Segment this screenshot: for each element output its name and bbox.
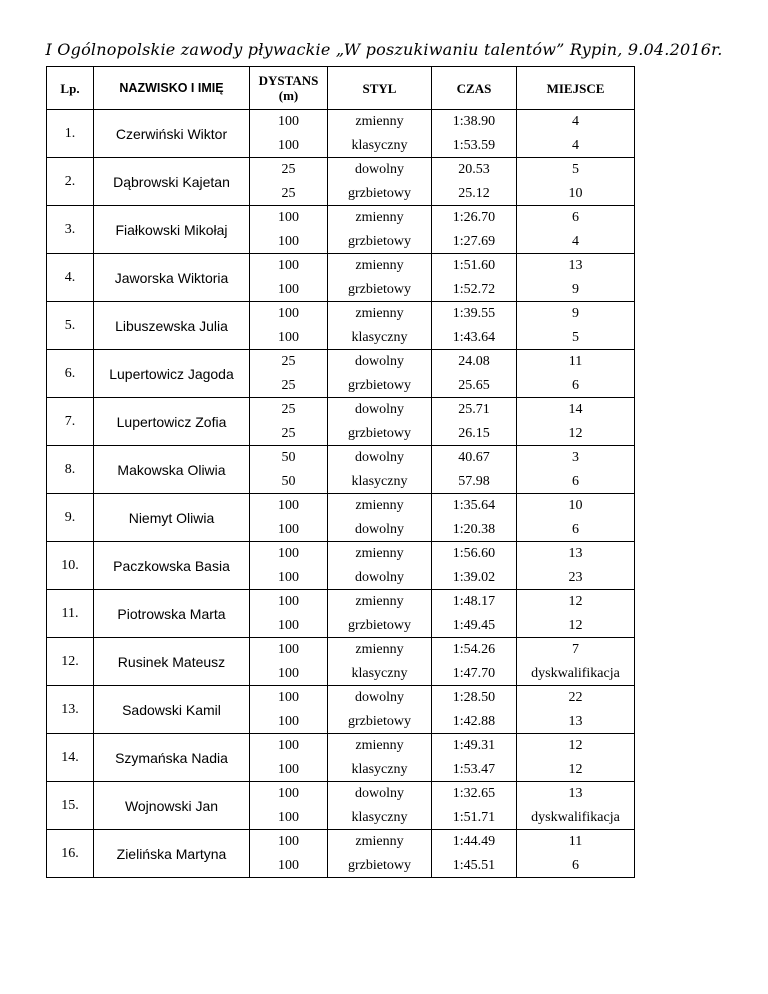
cell-czas-value: 1:28.50 bbox=[452, 690, 496, 705]
cell-name: Dąbrowski Kajetan bbox=[94, 158, 250, 206]
cell-czas-value: 1:56.60 bbox=[452, 546, 496, 561]
cell-dystans-value: 25 bbox=[281, 162, 296, 177]
cell-styl-value: dowolny bbox=[355, 521, 404, 537]
cell-lp: 1. bbox=[47, 110, 94, 158]
table-row bbox=[47, 686, 635, 734]
cell-czas bbox=[432, 542, 517, 590]
cell-czas bbox=[432, 446, 517, 494]
cell-czas-value: 40.67 bbox=[458, 450, 490, 465]
cell-styl-value: grzbietowy bbox=[348, 377, 411, 393]
table-row bbox=[47, 302, 635, 350]
cell-miejsce-value: dyskwalifikacja bbox=[531, 665, 620, 681]
cell-dystans-value: 25 bbox=[281, 402, 296, 417]
cell-dystans-value: 100 bbox=[278, 521, 299, 537]
cell-dystans bbox=[250, 638, 328, 686]
cell-styl-value: zmienny bbox=[355, 498, 404, 513]
cell-miejsce-value: 4 bbox=[572, 233, 579, 249]
cell-miejsce bbox=[517, 686, 635, 734]
header-miejsce: MIEJSCE bbox=[517, 67, 635, 110]
cell-miejsce bbox=[517, 110, 635, 158]
cell-miejsce bbox=[517, 302, 635, 350]
cell-czas-value: 1:49.45 bbox=[452, 617, 496, 633]
page-title: I Ogólnopolskie zawody pływackie „W poszukiwaniu talentów” Rypin, 9.04.2016r. bbox=[45, 40, 723, 59]
table-row bbox=[47, 206, 635, 254]
cell-czas-value: 1:44.49 bbox=[452, 834, 496, 849]
cell-miejsce bbox=[517, 830, 635, 878]
cell-dystans-value: 100 bbox=[278, 834, 299, 849]
cell-lp: 7. bbox=[47, 398, 94, 446]
cell-name: Lupertowicz Zofia bbox=[94, 398, 250, 446]
cell-styl bbox=[328, 542, 432, 590]
cell-czas-value: 1:53.47 bbox=[452, 761, 496, 777]
cell-miejsce-value: 22 bbox=[568, 690, 583, 705]
cell-czas-value: 1:52.72 bbox=[452, 281, 496, 297]
cell-dystans-value: 100 bbox=[278, 761, 299, 777]
cell-czas bbox=[432, 830, 517, 878]
cell-miejsce bbox=[517, 638, 635, 686]
cell-lp: 14. bbox=[47, 734, 94, 782]
cell-styl-value: klasyczny bbox=[351, 809, 408, 825]
cell-miejsce bbox=[517, 446, 635, 494]
cell-lp: 4. bbox=[47, 254, 94, 302]
cell-dystans-value: 100 bbox=[278, 137, 299, 153]
cell-styl bbox=[328, 734, 432, 782]
cell-dystans bbox=[250, 158, 328, 206]
cell-dystans-value: 100 bbox=[278, 690, 299, 705]
cell-czas bbox=[432, 590, 517, 638]
cell-lp: 9. bbox=[47, 494, 94, 542]
cell-miejsce-value: 3 bbox=[572, 450, 579, 465]
cell-czas-value: 25.65 bbox=[458, 377, 490, 393]
cell-czas-value: 1:43.64 bbox=[452, 329, 496, 345]
cell-styl bbox=[328, 494, 432, 542]
cell-dystans-value: 100 bbox=[278, 281, 299, 297]
cell-styl-value: dowolny bbox=[355, 690, 404, 705]
cell-czas-value: 1:27.69 bbox=[452, 233, 496, 249]
cell-miejsce-value: 10 bbox=[568, 498, 583, 513]
cell-miejsce-value: 14 bbox=[568, 402, 583, 417]
table-row bbox=[47, 494, 635, 542]
cell-dystans-value: 100 bbox=[278, 642, 299, 657]
cell-dystans-value: 25 bbox=[281, 185, 296, 201]
cell-dystans bbox=[250, 542, 328, 590]
cell-miejsce-value: 12 bbox=[568, 425, 583, 441]
header-dystans: DYSTANS (m) bbox=[250, 67, 328, 110]
cell-miejsce bbox=[517, 206, 635, 254]
cell-dystans-value: 100 bbox=[278, 713, 299, 729]
cell-styl-value: grzbietowy bbox=[348, 425, 411, 441]
cell-miejsce-value: 9 bbox=[572, 281, 579, 297]
cell-miejsce-value: 11 bbox=[568, 834, 583, 849]
table-row bbox=[47, 110, 635, 158]
cell-dystans bbox=[250, 734, 328, 782]
cell-name: Paczkowska Basia bbox=[94, 542, 250, 590]
cell-dystans bbox=[250, 350, 328, 398]
cell-styl bbox=[328, 350, 432, 398]
table-row bbox=[47, 638, 635, 686]
cell-name: Lupertowicz Jagoda bbox=[94, 350, 250, 398]
cell-dystans-value: 100 bbox=[278, 233, 299, 249]
cell-styl bbox=[328, 302, 432, 350]
table-row bbox=[47, 782, 635, 830]
table-row bbox=[47, 590, 635, 638]
cell-lp: 3. bbox=[47, 206, 94, 254]
cell-dystans-value: 50 bbox=[281, 473, 296, 489]
results-table bbox=[46, 66, 635, 878]
cell-czas bbox=[432, 254, 517, 302]
cell-dystans bbox=[250, 686, 328, 734]
cell-name: Sadowski Kamil bbox=[94, 686, 250, 734]
header-styl: STYL bbox=[328, 67, 432, 110]
cell-miejsce bbox=[517, 734, 635, 782]
table-row bbox=[47, 542, 635, 590]
cell-lp: 6. bbox=[47, 350, 94, 398]
cell-miejsce bbox=[517, 590, 635, 638]
cell-styl-value: zmienny bbox=[355, 594, 404, 609]
cell-styl bbox=[328, 110, 432, 158]
cell-lp: 8. bbox=[47, 446, 94, 494]
cell-styl bbox=[328, 686, 432, 734]
cell-styl bbox=[328, 446, 432, 494]
cell-miejsce bbox=[517, 350, 635, 398]
cell-dystans-value: 100 bbox=[278, 738, 299, 753]
cell-lp: 5. bbox=[47, 302, 94, 350]
cell-miejsce bbox=[517, 158, 635, 206]
cell-czas-value: 24.08 bbox=[458, 354, 490, 369]
cell-styl bbox=[328, 782, 432, 830]
cell-dystans-value: 100 bbox=[278, 498, 299, 513]
header-name: NAZWISKO I IMIĘ bbox=[94, 67, 250, 110]
cell-miejsce-value: 11 bbox=[568, 354, 583, 369]
cell-dystans bbox=[250, 254, 328, 302]
cell-name: Szymańska Nadia bbox=[94, 734, 250, 782]
cell-miejsce bbox=[517, 398, 635, 446]
cell-styl-value: zmienny bbox=[355, 642, 404, 657]
cell-miejsce-value: 6 bbox=[572, 210, 579, 225]
cell-styl bbox=[328, 830, 432, 878]
cell-miejsce bbox=[517, 542, 635, 590]
table-row bbox=[47, 158, 635, 206]
cell-name: Fiałkowski Mikołaj bbox=[94, 206, 250, 254]
cell-czas-value: 1:45.51 bbox=[452, 857, 496, 873]
cell-miejsce-value: 13 bbox=[568, 258, 583, 273]
cell-czas-value: 1:38.90 bbox=[452, 114, 496, 129]
cell-dystans-value: 25 bbox=[281, 354, 296, 369]
cell-styl-value: zmienny bbox=[355, 834, 404, 849]
cell-miejsce-value: dyskwalifikacja bbox=[531, 809, 620, 825]
cell-dystans bbox=[250, 398, 328, 446]
cell-czas bbox=[432, 158, 517, 206]
cell-dystans-value: 100 bbox=[278, 329, 299, 345]
cell-czas bbox=[432, 302, 517, 350]
cell-name: Rusinek Mateusz bbox=[94, 638, 250, 686]
cell-dystans-value: 100 bbox=[278, 569, 299, 585]
cell-czas bbox=[432, 638, 517, 686]
cell-dystans bbox=[250, 590, 328, 638]
cell-styl-value: klasyczny bbox=[351, 665, 408, 681]
cell-styl-value: klasyczny bbox=[351, 761, 408, 777]
cell-dystans bbox=[250, 206, 328, 254]
table-row bbox=[47, 446, 635, 494]
cell-miejsce-value: 4 bbox=[572, 114, 579, 129]
cell-dystans-value: 25 bbox=[281, 425, 296, 441]
cell-styl-value: grzbietowy bbox=[348, 617, 411, 633]
cell-miejsce-value: 5 bbox=[572, 329, 579, 345]
cell-czas-value: 25.12 bbox=[458, 185, 490, 201]
cell-styl-value: dowolny bbox=[355, 354, 404, 369]
cell-lp: 11. bbox=[47, 590, 94, 638]
cell-styl-value: grzbietowy bbox=[348, 713, 411, 729]
cell-styl-value: klasyczny bbox=[351, 329, 408, 345]
cell-styl-value: grzbietowy bbox=[348, 233, 411, 249]
cell-miejsce-value: 7 bbox=[572, 642, 579, 657]
cell-dystans-value: 100 bbox=[278, 617, 299, 633]
cell-dystans-value: 100 bbox=[278, 210, 299, 225]
cell-czas-value: 20.53 bbox=[458, 162, 490, 177]
cell-miejsce bbox=[517, 782, 635, 830]
cell-styl-value: dowolny bbox=[355, 569, 404, 585]
cell-name: Niemyt Oliwia bbox=[94, 494, 250, 542]
cell-czas-value: 57.98 bbox=[458, 473, 490, 489]
cell-styl-value: klasyczny bbox=[351, 473, 408, 489]
cell-czas-value: 1:51.60 bbox=[452, 258, 496, 273]
cell-dystans-value: 100 bbox=[278, 306, 299, 321]
cell-miejsce-value: 12 bbox=[568, 761, 583, 777]
cell-czas-value: 1:32.65 bbox=[452, 786, 496, 801]
cell-czas bbox=[432, 398, 517, 446]
cell-dystans-value: 100 bbox=[278, 114, 299, 129]
cell-dystans-value: 100 bbox=[278, 594, 299, 609]
cell-name: Czerwiński Wiktor bbox=[94, 110, 250, 158]
cell-name: Jaworska Wiktoria bbox=[94, 254, 250, 302]
cell-czas-value: 1:53.59 bbox=[452, 137, 496, 153]
cell-czas-value: 1:20.38 bbox=[452, 521, 496, 537]
cell-dystans-value: 100 bbox=[278, 857, 299, 873]
cell-dystans bbox=[250, 782, 328, 830]
cell-styl bbox=[328, 590, 432, 638]
table-header-row bbox=[47, 67, 635, 110]
cell-miejsce-value: 6 bbox=[572, 473, 579, 489]
cell-miejsce-value: 13 bbox=[568, 713, 583, 729]
cell-czas-value: 25.71 bbox=[458, 402, 490, 417]
cell-czas-value: 1:49.31 bbox=[452, 738, 496, 753]
cell-czas bbox=[432, 782, 517, 830]
table-row bbox=[47, 398, 635, 446]
cell-miejsce bbox=[517, 254, 635, 302]
cell-czas bbox=[432, 110, 517, 158]
cell-styl-value: grzbietowy bbox=[348, 281, 411, 297]
cell-miejsce-value: 12 bbox=[568, 594, 583, 609]
cell-styl-value: grzbietowy bbox=[348, 857, 411, 873]
cell-dystans bbox=[250, 494, 328, 542]
cell-czas bbox=[432, 206, 517, 254]
cell-styl-value: dowolny bbox=[355, 450, 404, 465]
cell-czas-value: 1:51.71 bbox=[452, 809, 496, 825]
cell-name: Piotrowska Marta bbox=[94, 590, 250, 638]
cell-name: Libuszewska Julia bbox=[94, 302, 250, 350]
cell-styl-value: dowolny bbox=[355, 162, 404, 177]
cell-czas bbox=[432, 494, 517, 542]
cell-dystans-value: 100 bbox=[278, 546, 299, 561]
cell-styl bbox=[328, 638, 432, 686]
cell-czas-value: 1:42.88 bbox=[452, 713, 496, 729]
cell-dystans-value: 50 bbox=[281, 450, 296, 465]
table-row bbox=[47, 734, 635, 782]
cell-miejsce-value: 9 bbox=[572, 306, 579, 321]
cell-miejsce-value: 10 bbox=[568, 185, 583, 201]
cell-styl bbox=[328, 398, 432, 446]
cell-styl-value: zmienny bbox=[355, 738, 404, 753]
cell-styl-value: zmienny bbox=[355, 114, 404, 129]
cell-miejsce-value: 6 bbox=[572, 857, 579, 873]
cell-miejsce-value: 12 bbox=[568, 738, 583, 753]
cell-dystans bbox=[250, 110, 328, 158]
cell-lp: 12. bbox=[47, 638, 94, 686]
cell-czas bbox=[432, 686, 517, 734]
cell-dystans-value: 100 bbox=[278, 665, 299, 681]
cell-czas-value: 1:39.02 bbox=[452, 569, 496, 585]
cell-dystans bbox=[250, 302, 328, 350]
cell-miejsce-value: 23 bbox=[568, 569, 583, 585]
cell-miejsce-value: 6 bbox=[572, 377, 579, 393]
cell-lp: 16. bbox=[47, 830, 94, 878]
cell-miejsce-value: 12 bbox=[568, 617, 583, 633]
cell-miejsce-value: 13 bbox=[568, 546, 583, 561]
cell-lp: 15. bbox=[47, 782, 94, 830]
header-lp: Lp. bbox=[47, 67, 94, 110]
header-czas: CZAS bbox=[432, 67, 517, 110]
cell-name: Makowska Oliwia bbox=[94, 446, 250, 494]
cell-styl bbox=[328, 158, 432, 206]
cell-styl-value: grzbietowy bbox=[348, 185, 411, 201]
cell-styl bbox=[328, 254, 432, 302]
cell-miejsce-value: 4 bbox=[572, 137, 579, 153]
cell-styl-value: klasyczny bbox=[351, 137, 408, 153]
table-row bbox=[47, 350, 635, 398]
cell-miejsce-value: 5 bbox=[572, 162, 579, 177]
cell-lp: 10. bbox=[47, 542, 94, 590]
cell-styl-value: dowolny bbox=[355, 402, 404, 417]
cell-styl-value: zmienny bbox=[355, 546, 404, 561]
cell-czas-value: 1:26.70 bbox=[452, 210, 496, 225]
cell-styl-value: zmienny bbox=[355, 210, 404, 225]
cell-czas-value: 26.15 bbox=[458, 425, 490, 441]
cell-miejsce-value: 13 bbox=[568, 786, 583, 801]
cell-lp: 13. bbox=[47, 686, 94, 734]
cell-czas-value: 1:35.64 bbox=[452, 498, 496, 513]
cell-czas-value: 1:47.70 bbox=[452, 665, 496, 681]
cell-czas bbox=[432, 734, 517, 782]
cell-styl bbox=[328, 206, 432, 254]
cell-miejsce-value: 6 bbox=[572, 521, 579, 537]
cell-styl-value: zmienny bbox=[355, 258, 404, 273]
cell-dystans-value: 100 bbox=[278, 258, 299, 273]
table-row bbox=[47, 830, 635, 878]
cell-name: Zielińska Martyna bbox=[94, 830, 250, 878]
cell-czas-value: 1:39.55 bbox=[452, 306, 496, 321]
cell-miejsce bbox=[517, 494, 635, 542]
cell-dystans bbox=[250, 830, 328, 878]
cell-styl-value: zmienny bbox=[355, 306, 404, 321]
cell-dystans-value: 100 bbox=[278, 786, 299, 801]
cell-dystans-value: 100 bbox=[278, 809, 299, 825]
cell-czas-value: 1:54.26 bbox=[452, 642, 496, 657]
cell-czas-value: 1:48.17 bbox=[452, 594, 496, 609]
cell-name: Wojnowski Jan bbox=[94, 782, 250, 830]
cell-dystans bbox=[250, 446, 328, 494]
cell-dystans-value: 25 bbox=[281, 377, 296, 393]
table-row bbox=[47, 254, 635, 302]
cell-lp: 2. bbox=[47, 158, 94, 206]
cell-czas bbox=[432, 350, 517, 398]
cell-styl-value: dowolny bbox=[355, 786, 404, 801]
